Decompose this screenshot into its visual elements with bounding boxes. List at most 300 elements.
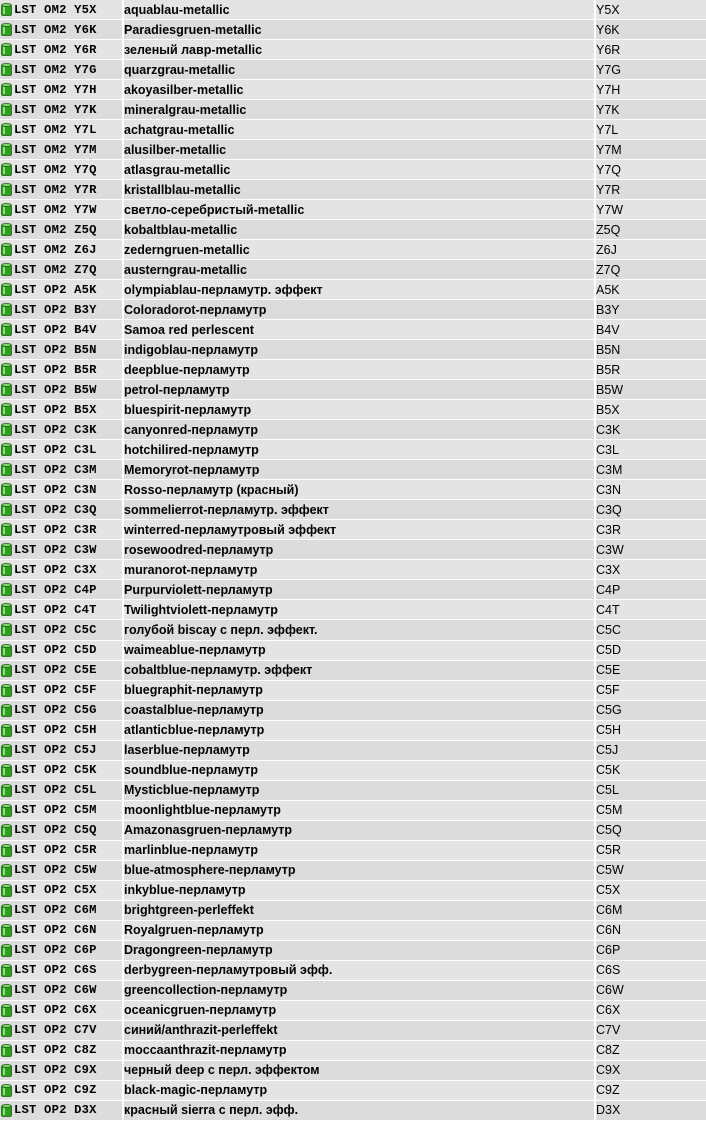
paint-code-cell xyxy=(0,981,124,1001)
color-name: waimeablue-перламутр xyxy=(124,641,596,661)
short-code: C6P xyxy=(596,941,706,961)
paint-can-icon xyxy=(1,503,12,516)
short-code: Y6K xyxy=(596,20,706,40)
paint-can-icon xyxy=(1,884,12,897)
table-row xyxy=(0,781,706,801)
paint-code: LST OM2 Y7W xyxy=(14,202,97,217)
paint-code: LST OM2 Y7Q xyxy=(14,162,97,177)
table-row xyxy=(0,721,706,741)
paint-can-icon xyxy=(1,724,12,737)
short-code: Y5X xyxy=(596,0,706,20)
paint-code-cell xyxy=(0,701,124,721)
paint-code: LST OP2 B5X xyxy=(14,402,97,417)
table-row xyxy=(0,681,706,701)
table-row xyxy=(0,620,706,640)
paint-code: LST OP2 B5W xyxy=(14,382,97,397)
color-name: kristallblau-metallic xyxy=(124,180,596,200)
paint-can-icon xyxy=(1,3,12,16)
paint-can-icon xyxy=(1,1024,12,1037)
short-code: B4V xyxy=(596,320,706,340)
paint-can-icon xyxy=(1,844,12,857)
short-code: C4P xyxy=(596,580,706,600)
table-row xyxy=(0,100,706,120)
short-code: C6S xyxy=(596,961,706,981)
paint-code: LST OP2 C5H xyxy=(14,723,97,738)
paint-code-cell xyxy=(0,240,124,260)
table-row xyxy=(0,320,706,340)
short-code: C6N xyxy=(596,921,706,941)
color-name: zederngruen-metallic xyxy=(124,240,596,260)
paint-code-cell xyxy=(0,901,124,921)
paint-code: LST OP2 C9Z xyxy=(14,1083,97,1098)
table-row xyxy=(0,801,706,821)
short-code: Y7H xyxy=(596,80,706,100)
paint-code-cell xyxy=(0,340,124,360)
paint-code-cell xyxy=(0,360,124,380)
table-row xyxy=(0,200,706,220)
table-row xyxy=(0,861,706,881)
table-row xyxy=(0,941,706,961)
table-row xyxy=(0,460,706,480)
paint-can-icon xyxy=(1,323,12,336)
color-name: laserblue-перламутр xyxy=(124,741,596,761)
paint-code: LST OM2 Y7H xyxy=(14,82,97,97)
color-name: Twilightviolett-перламутр xyxy=(124,600,596,620)
short-code: Z6J xyxy=(596,240,706,260)
paint-can-icon xyxy=(1,804,12,817)
paint-code: LST OP2 C5M xyxy=(14,803,97,818)
paint-can-icon xyxy=(1,664,12,677)
short-code: C6X xyxy=(596,1001,706,1021)
color-name: indigoblau-перламутр xyxy=(124,340,596,360)
paint-code: LST OP2 C5X xyxy=(14,883,97,898)
paint-code: LST OM2 Y7G xyxy=(14,62,97,77)
paint-code: LST OP2 C6M xyxy=(14,903,97,918)
paint-can-icon xyxy=(1,83,12,96)
paint-code: LST OM2 Z7Q xyxy=(14,262,97,277)
paint-code: LST OP2 A5K xyxy=(14,282,97,297)
paint-can-icon xyxy=(1,563,12,576)
paint-code-cell xyxy=(0,40,124,60)
paint-code: LST OP2 C3Q xyxy=(14,502,97,517)
paint-can-icon xyxy=(1,924,12,937)
paint-code-cell xyxy=(0,300,124,320)
table-row xyxy=(0,240,706,260)
paint-code: LST OP2 C6S xyxy=(14,963,97,978)
paint-code: LST OP2 D3X xyxy=(14,1103,97,1118)
short-code: C6M xyxy=(596,901,706,921)
short-code: B3Y xyxy=(596,300,706,320)
short-code: C5R xyxy=(596,841,706,861)
paint-code: LST OP2 B3Y xyxy=(14,302,97,317)
color-name: aquablau-metallic xyxy=(124,0,596,20)
color-name: светло-серебристый-metallic xyxy=(124,200,596,220)
short-code: C5E xyxy=(596,661,706,681)
paint-code-cell xyxy=(0,80,124,100)
paint-code-cell xyxy=(0,380,124,400)
paint-code-cell xyxy=(0,520,124,540)
paint-code-cell xyxy=(0,600,124,620)
paint-can-icon xyxy=(1,483,12,496)
short-code: C5G xyxy=(596,701,706,721)
paint-code: LST OM2 Y6K xyxy=(14,22,97,37)
paint-code-cell xyxy=(0,560,124,580)
color-name: Coloradorot-перламутр xyxy=(124,300,596,320)
color-name: cobaltblue-перламутр. эффект xyxy=(124,661,596,681)
paint-code-cell xyxy=(0,120,124,140)
paint-can-icon xyxy=(1,623,12,636)
paint-code: LST OP2 C9X xyxy=(14,1063,97,1078)
table-row xyxy=(0,140,706,160)
short-code: C9Z xyxy=(596,1081,706,1101)
paint-can-icon xyxy=(1,203,12,216)
paint-code-cell xyxy=(0,1021,124,1041)
paint-can-icon xyxy=(1,543,12,556)
paint-can-icon xyxy=(1,704,12,717)
table-row xyxy=(0,280,706,300)
paint-code-cell xyxy=(0,1041,124,1061)
short-code: C5K xyxy=(596,761,706,781)
paint-can-icon xyxy=(1,784,12,797)
paint-can-icon xyxy=(1,944,12,957)
paint-code: LST OP2 B5R xyxy=(14,362,97,377)
table-row xyxy=(0,420,706,440)
table-row xyxy=(0,701,706,721)
paint-can-icon xyxy=(1,303,12,316)
paint-code: LST OP2 B4V xyxy=(14,322,97,337)
color-name: Paradiesgruen-metallic xyxy=(124,20,596,40)
short-code: C6W xyxy=(596,981,706,1001)
table-row xyxy=(0,80,706,100)
paint-can-icon xyxy=(1,463,12,476)
paint-can-icon xyxy=(1,263,12,276)
table-row xyxy=(0,500,706,520)
table-row xyxy=(0,180,706,200)
paint-code: LST OP2 B5N xyxy=(14,342,97,357)
paint-code-cell xyxy=(0,60,124,80)
short-code: Y7G xyxy=(596,60,706,80)
paint-code: LST OP2 C5L xyxy=(14,783,97,798)
paint-code: LST OP2 C4P xyxy=(14,582,97,597)
paint-code-cell xyxy=(0,861,124,881)
paint-can-icon xyxy=(1,103,12,116)
short-code: Y7M xyxy=(596,140,706,160)
color-name: alusilber-metallic xyxy=(124,140,596,160)
table-row xyxy=(0,220,706,240)
color-name: Mysticblue-перламутр xyxy=(124,781,596,801)
paint-code-cell xyxy=(0,460,124,480)
short-code: B5R xyxy=(596,360,706,380)
color-name: derbygreen-перламутровый эфф. xyxy=(124,961,596,981)
table-row xyxy=(0,841,706,861)
paint-can-icon xyxy=(1,904,12,917)
paint-code-cell xyxy=(0,480,124,500)
paint-code-cell xyxy=(0,661,124,681)
paint-code: LST OP2 C7V xyxy=(14,1023,97,1038)
color-name: Amazonasgruen-перламутр xyxy=(124,821,596,841)
paint-code: LST OP2 C3X xyxy=(14,562,97,577)
color-name: brightgreen-perleffekt xyxy=(124,901,596,921)
paint-code: LST OP2 C5F xyxy=(14,683,97,698)
paint-code: LST OP2 C5E xyxy=(14,663,97,678)
paint-can-icon xyxy=(1,123,12,136)
color-name: синий/anthrazit-perleffekt xyxy=(124,1021,596,1041)
paint-code-cell xyxy=(0,420,124,440)
short-code: C5C xyxy=(596,620,706,640)
table-row xyxy=(0,540,706,560)
paint-code: LST OP2 C5R xyxy=(14,843,97,858)
paint-code: LST OP2 C5C xyxy=(14,622,97,637)
paint-code-cell xyxy=(0,620,124,640)
short-code: C5M xyxy=(596,801,706,821)
table-row xyxy=(0,160,706,180)
color-name: hotchilired-перламутр xyxy=(124,440,596,460)
table-row xyxy=(0,921,706,941)
color-name: soundblue-перламутр xyxy=(124,761,596,781)
paint-code-cell xyxy=(0,400,124,420)
table-row xyxy=(0,821,706,841)
color-name: greencollection-перламутр xyxy=(124,981,596,1001)
paint-can-icon xyxy=(1,63,12,76)
short-code: B5X xyxy=(596,400,706,420)
color-name: petrol-перламутр xyxy=(124,380,596,400)
color-name: black-magic-перламутр xyxy=(124,1081,596,1101)
short-code: B5W xyxy=(596,380,706,400)
table-row xyxy=(0,1041,706,1061)
paint-code: LST OM2 Y7M xyxy=(14,142,97,157)
color-name: Royalgruen-перламутр xyxy=(124,921,596,941)
paint-can-icon xyxy=(1,363,12,376)
paint-can-icon xyxy=(1,603,12,616)
table-row xyxy=(0,60,706,80)
paint-can-icon xyxy=(1,423,12,436)
paint-can-icon xyxy=(1,143,12,156)
table-row xyxy=(0,1081,706,1101)
paint-code-cell xyxy=(0,1101,124,1121)
short-code: C4T xyxy=(596,600,706,620)
paint-code: LST OP2 C3R xyxy=(14,522,97,537)
paint-code-cell xyxy=(0,821,124,841)
table-row xyxy=(0,1061,706,1081)
table-row xyxy=(0,560,706,580)
table-row xyxy=(0,340,706,360)
paint-code: LST OP2 C5Q xyxy=(14,823,97,838)
color-name: atlanticblue-перламутр xyxy=(124,721,596,741)
paint-can-icon xyxy=(1,183,12,196)
paint-can-icon xyxy=(1,383,12,396)
short-code: C5L xyxy=(596,781,706,801)
paint-can-icon xyxy=(1,1084,12,1097)
table-row xyxy=(0,901,706,921)
paint-code-cell xyxy=(0,540,124,560)
short-code: C7V xyxy=(596,1021,706,1041)
short-code: Y6R xyxy=(596,40,706,60)
paint-code-cell xyxy=(0,0,124,20)
color-name: черный deep с перл. эффектом xyxy=(124,1061,596,1081)
color-name: rosewoodred-перламутр xyxy=(124,540,596,560)
table-row xyxy=(0,661,706,681)
color-name: Rosso-перламутр (красный) xyxy=(124,480,596,500)
color-name: красный sierra с перл. эфф. xyxy=(124,1101,596,1121)
short-code: C5X xyxy=(596,881,706,901)
paint-code: LST OM2 Y7K xyxy=(14,102,97,117)
color-name: Purpurviolett-перламутр xyxy=(124,580,596,600)
paint-can-icon xyxy=(1,343,12,356)
table-row xyxy=(0,520,706,540)
paint-code-cell xyxy=(0,721,124,741)
short-code: C3N xyxy=(596,480,706,500)
paint-code-cell xyxy=(0,801,124,821)
paint-code: LST OM2 Y7R xyxy=(14,182,97,197)
color-name: Dragongreen-перламутр xyxy=(124,941,596,961)
paint-code: LST OP2 C5G xyxy=(14,703,97,718)
paint-can-icon xyxy=(1,1044,12,1057)
paint-code-cell xyxy=(0,841,124,861)
paint-can-icon xyxy=(1,684,12,697)
paint-code-cell xyxy=(0,681,124,701)
color-name: moonlightblue-перламутр xyxy=(124,801,596,821)
table-row xyxy=(0,641,706,661)
short-code: C5H xyxy=(596,721,706,741)
color-name: marlinblue-перламутр xyxy=(124,841,596,861)
paint-code: LST OP2 C5W xyxy=(14,863,97,878)
paint-code-cell xyxy=(0,320,124,340)
paint-can-icon xyxy=(1,764,12,777)
paint-code-cell xyxy=(0,280,124,300)
paint-code-cell xyxy=(0,961,124,981)
table-row xyxy=(0,881,706,901)
short-code: Y7Q xyxy=(596,160,706,180)
short-code: D3X xyxy=(596,1101,706,1121)
paint-code: LST OP2 C5K xyxy=(14,763,97,778)
short-code: C3L xyxy=(596,440,706,460)
paint-code: LST OM2 Y5X xyxy=(14,2,97,17)
paint-code-cell xyxy=(0,741,124,761)
short-code: A5K xyxy=(596,280,706,300)
paint-code-cell xyxy=(0,500,124,520)
color-name: winterred-перламутровый эффект xyxy=(124,520,596,540)
paint-code: LST OP2 C8Z xyxy=(14,1043,97,1058)
paint-code: LST OP2 C3L xyxy=(14,442,97,457)
color-name: blue-atmosphere-перламутр xyxy=(124,861,596,881)
paint-code-cell xyxy=(0,761,124,781)
paint-code-cell xyxy=(0,641,124,661)
paint-code-cell xyxy=(0,921,124,941)
table-row xyxy=(0,961,706,981)
paint-can-icon xyxy=(1,443,12,456)
paint-code: LST OP2 C3W xyxy=(14,542,97,557)
color-name: зеленый лавр-metallic xyxy=(124,40,596,60)
paint-code-cell xyxy=(0,220,124,240)
paint-code-cell xyxy=(0,20,124,40)
table-row xyxy=(0,380,706,400)
paint-code: LST OP2 C6X xyxy=(14,1003,97,1018)
paint-code-cell xyxy=(0,200,124,220)
short-code: Y7W xyxy=(596,200,706,220)
short-code: C3X xyxy=(596,560,706,580)
paint-can-icon xyxy=(1,223,12,236)
paint-code: LST OM2 Y7L xyxy=(14,122,97,137)
paint-code-cell xyxy=(0,1061,124,1081)
short-code: B5N xyxy=(596,340,706,360)
table-row xyxy=(0,741,706,761)
paint-code-cell xyxy=(0,580,124,600)
paint-code: LST OP2 C5J xyxy=(14,743,97,758)
paint-code: LST OM2 Z6J xyxy=(14,242,97,257)
table-row xyxy=(0,480,706,500)
color-name: achatgrau-metallic xyxy=(124,120,596,140)
table-row xyxy=(0,440,706,460)
short-code: Y7K xyxy=(596,100,706,120)
color-name: olympiablau-перламутр. эффект xyxy=(124,280,596,300)
short-code: Y7L xyxy=(596,120,706,140)
paint-code-cell xyxy=(0,1001,124,1021)
table-row xyxy=(0,981,706,1001)
table-row xyxy=(0,1021,706,1041)
color-name: quarzgrau-metallic xyxy=(124,60,596,80)
paint-can-icon xyxy=(1,163,12,176)
paint-code-cell xyxy=(0,160,124,180)
short-code: C5Q xyxy=(596,821,706,841)
paint-code: LST OP2 C3N xyxy=(14,482,97,497)
table-row xyxy=(0,300,706,320)
color-name: sommelierrot-перламутр. эффект xyxy=(124,500,596,520)
short-code: Z5Q xyxy=(596,220,706,240)
color-name: голубой biscay с перл. эффект. xyxy=(124,620,596,640)
paint-code: LST OM2 Y6R xyxy=(14,42,97,57)
color-name: muranorot-перламутр xyxy=(124,560,596,580)
paint-code: LST OP2 C6P xyxy=(14,943,97,958)
paint-code-cell xyxy=(0,881,124,901)
paint-can-icon xyxy=(1,964,12,977)
color-name: austerngrau-metallic xyxy=(124,260,596,280)
short-code: C9X xyxy=(596,1061,706,1081)
paint-can-icon xyxy=(1,283,12,296)
short-code: C5F xyxy=(596,681,706,701)
short-code: C3Q xyxy=(596,500,706,520)
color-name: canyonred-перламутр xyxy=(124,420,596,440)
short-code: C3W xyxy=(596,540,706,560)
table-row xyxy=(0,260,706,280)
table-row xyxy=(0,0,706,20)
short-code: C3K xyxy=(596,420,706,440)
paint-can-icon xyxy=(1,984,12,997)
paint-code: LST OP2 C6W xyxy=(14,983,97,998)
short-code: C5W xyxy=(596,861,706,881)
paint-code-cell xyxy=(0,100,124,120)
table-row xyxy=(0,400,706,420)
paint-code-cell xyxy=(0,781,124,801)
table-row xyxy=(0,360,706,380)
color-name: kobaltblau-metallic xyxy=(124,220,596,240)
color-name: deepblue-перламутр xyxy=(124,360,596,380)
paint-can-icon xyxy=(1,23,12,36)
color-name: bluespirit-перламутр xyxy=(124,400,596,420)
paint-code: LST OP2 C3K xyxy=(14,422,97,437)
paint-code: LST OP2 C3M xyxy=(14,462,97,477)
paint-can-icon xyxy=(1,583,12,596)
color-name: moccaanthrazit-перламутр xyxy=(124,1041,596,1061)
paint-can-icon xyxy=(1,43,12,56)
color-name: inkyblue-перламутр xyxy=(124,881,596,901)
paint-can-icon xyxy=(1,864,12,877)
paint-can-icon xyxy=(1,243,12,256)
paint-code-cell xyxy=(0,260,124,280)
paint-can-icon xyxy=(1,403,12,416)
paint-code-cell xyxy=(0,941,124,961)
color-name: coastalblue-перламутр xyxy=(124,701,596,721)
paint-can-icon xyxy=(1,824,12,837)
